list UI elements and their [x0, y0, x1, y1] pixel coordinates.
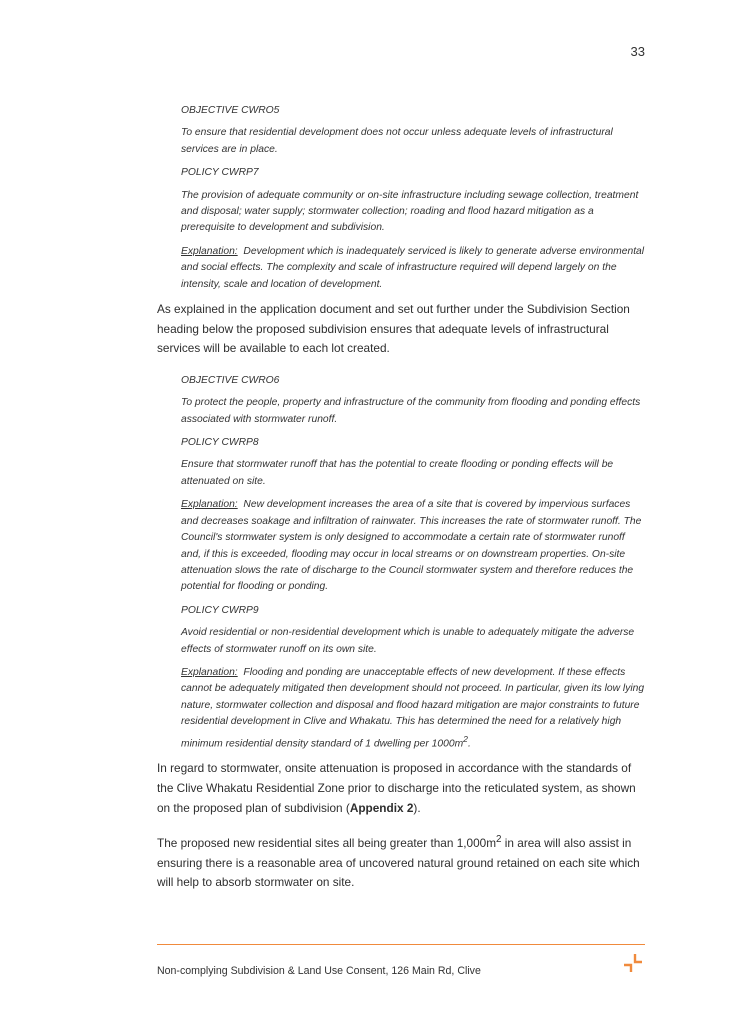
- explanation: [181, 497, 647, 595]
- paragraph-text: The proposed new residential sites all being greater than 1,000m: [157, 836, 497, 851]
- superscript: 2: [463, 733, 468, 744]
- explanation-end: .: [467, 737, 471, 749]
- objective-text: To protect the people, property and infrastructure of the community from flooding and ponding effects associated with stormwater runoff.: [181, 397, 641, 425]
- quote-block-cwro5: [181, 103, 647, 293]
- footer-text: Non-complying Subdivision & Land Use Consent, 126 Main Rd, Clive: [157, 965, 481, 977]
- policy-text: Ensure that stormwater runoff that has the potential to create flooding or ponding effects will be attenuated on site.: [181, 459, 614, 487]
- objective-heading: OBJECTIVE CWRO6: [181, 374, 280, 386]
- explanation-label: Explanation:: [181, 499, 238, 511]
- policy-heading: POLICY CWRP8: [181, 437, 259, 449]
- paragraph-text-end: in area will also assist in ensuring there is a reasonable area of uncovered natural ground retained on each site which will help to absorb stormwater on site.: [157, 836, 640, 890]
- superscript: 2: [496, 834, 502, 846]
- paragraph-text: In regard to stormwater, onsite attenuation is proposed in accordance with the standards of the Clive Whakatu Residential Zone prior to discharge into the reticulated system, as shown on the proposed plan of subdivision (: [157, 761, 636, 815]
- policy-text: The provision of adequate community or on-site infrastructure including sewage collection, treatment and disposal; water supply; stormwater collection; roading and flood hazard mitigation as a prerequisite to development and subdivision.: [181, 189, 639, 234]
- explanation-label: Explanation:: [181, 666, 238, 678]
- objective-text: To ensure that residential development does not occur unless adequate levels of infrastructural services are in place.: [181, 127, 613, 155]
- explanation-text: Flooding and ponding are unacceptable effects of new development. If these effects cannot be adequately mitigated then development should not proceed. In particular, given its low lying nature, stormwater collection and disposal and flood hazard mitigation are major constraints to future residential development in Clive and Whakatu. This has determined the need for a relatively high minimum residential density standard of 1 dwelling per 1000m: [181, 666, 645, 749]
- corner-bracket-logo-icon: [624, 954, 642, 972]
- paragraph-site-area: [157, 830, 647, 893]
- policy-heading: POLICY CWRP9: [181, 604, 259, 616]
- policy-text: Avoid residential or non-residential development which is unable to adequately mitigate the adverse effects of stormwater runoff on its own site.: [181, 627, 635, 655]
- footer-divider: [157, 944, 645, 945]
- appendix-reference: Appendix 2: [349, 800, 414, 815]
- paragraph-stormwater: [157, 759, 647, 818]
- paragraph-infrastructure: As explained in the application document and set out further under the Subdivision Section heading below the proposed subdivision ensures that adequate levels of infrastructural services will be available to each lot created.: [157, 302, 630, 356]
- explanation-label: Explanation:: [181, 245, 238, 257]
- explanation-text: Development which is inadequately serviced is likely to generate adverse environmental and social effects. The complexity and scale of infrastructure required will depend largely on the intensity, scale and location of development.: [181, 245, 645, 290]
- page-number: 33: [630, 44, 645, 59]
- objective-heading: OBJECTIVE CWRO5: [181, 105, 280, 116]
- explanation-text: New development increases the area of a site that is covered by impervious surfaces and decreases soakage and infiltration of rainwater. This increases the rate of stormwater runoff. The Council's stormwater system is only designed to accommodate a certain rate of stormwater runoff and, if this is exceeded, flooding may occur in local streams or on downstream properties. On-site attenuation slows the rate of discharge to the Council stormwater system and therefore reduces the potential for flooding or ponding.: [181, 499, 642, 593]
- explanation: [181, 665, 647, 752]
- paragraph-text-end: ).: [413, 800, 421, 815]
- policy-heading: POLICY CWRP7: [181, 167, 259, 179]
- document-body: [157, 103, 647, 905]
- quote-block-cwro6: [181, 373, 647, 753]
- explanation: [181, 244, 647, 293]
